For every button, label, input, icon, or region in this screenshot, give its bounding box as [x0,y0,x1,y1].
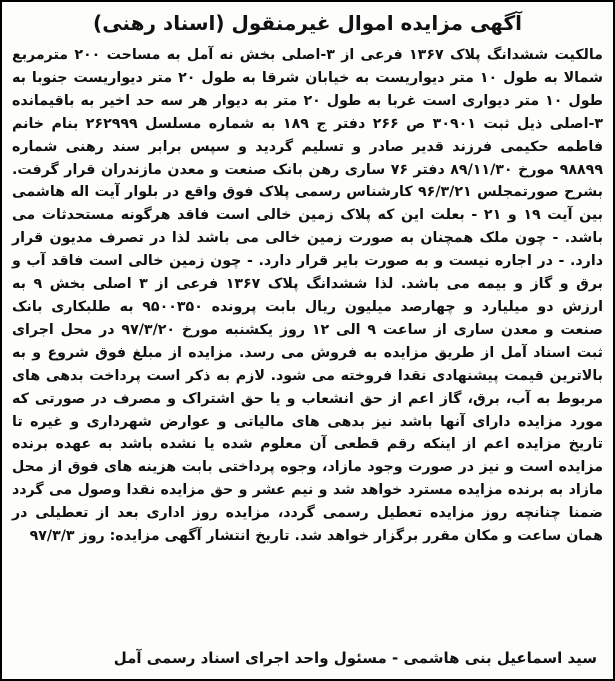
notice-body: مالکیت ششدانگ پلاک ۱۳۶۷ فرعی از ۳-اصلی بخش نه آمل به مساحت ۲۰۰ مترمربع شمالا به طول ۱۰ متر دیواریست به خیابان شرقا به طول ۲۰ متر دیواریست جنوبا به طول ۱۰ متر دیواری است غربا به طول ۲۰ متر به دیوار هر سه حد اخیر به باقیمانده ۳-اصلی ذیل ثبت ۳۰۹۰۱ ص ۲۶۶ دفتر ج ۱۸۹ به شماره مسلسل ۲۶۲۹۹۹ بنام خانم فاطمه حکیمی فرزند قدیر صادر و تسلیم گردید و سپس برابر سند رهنی شماره ۹۸۸۹۹ مورخ ۸۹/۱۱/۳۰ دفتر ۷۶ ساری رهن بانک صنعت و معدن مازندران قرار گرفت. بشرح صورتمجلس ۹۶/۳/۲۱ کارشناس رسمی پلاک فوق واقع در بلوار آیت اله هاشمی بین آیت ۱۹ و ۲۱ - بعلت این که پلاک زمین خالی است فاقد هرگونه مستحدثات می باشد. - چون ملک همچنان به صورت زمین خالی می باشد لذا در تصرف مدیون قرار دارد. - در اجاره نیست و به صورت بایر قرار دارد. - چون زمین خالی است فاقد آب و برق و گاز و بیمه می باشد. لذا ششدانگ پلاک ۱۳۶۷ فرعی از ۳ اصلی بخش ۹ به ارزش دو میلیارد و چهارصد میلیون ریال بابت پرونده ۹۵۰۰۳۵۰ به طلبکاری بانک صنعت و معدن ساری از ساعت ۹ الی ۱۲ روز یکشنبه مورخ ۹۷/۳/۲۰ در محل اجرای ثبت اسناد آمل از طریق مزایده به فروش می رسد. مزایده از مبلغ فوق شروع و به بالاترین قیمت پیشنهادی نقدا فروخته می شود. لازم به ذکر است پرداخت بدهی های مربوط به آب، برق، گاز اعم از حق انشعاب و یا حق اشتراک و مصرف در صورتی که مورد مزایده دارای آنها باشد نیز بدهی های مالیاتی و عوارض شهرداری و غیره تا تاریخ مزایده اعم از اینکه رقم قطعی آن معلوم شده یا نشده باشد به عهده برنده مزایده است و نیز در صورت وجود مازاد، وجوه پرداختی بابت هزینه های فوق از محل مازاد به برنده مزایده مسترد خواهد شد و نیم عشر و حق مزایده نقدا وصول می گردد ضمنا چنانچه روز مزایده تعطیل رسمی گردد، مزایده روز اداری بعد از تعطیلی در همان ساعت و مکان مقرر برگزار خواهد شد. تاریخ انتشار آگهی مزایده: روز ۹۷/۳/۳ [12,47,604,545]
notice-title: آگهی مزایده اموال غیرمنقول (اسناد رهنی) [93,11,522,35]
notice-signature: سید اسماعیل بنی هاشمی - مسئول واحد اجرای اسناد رسمی آمل [113,649,597,667]
